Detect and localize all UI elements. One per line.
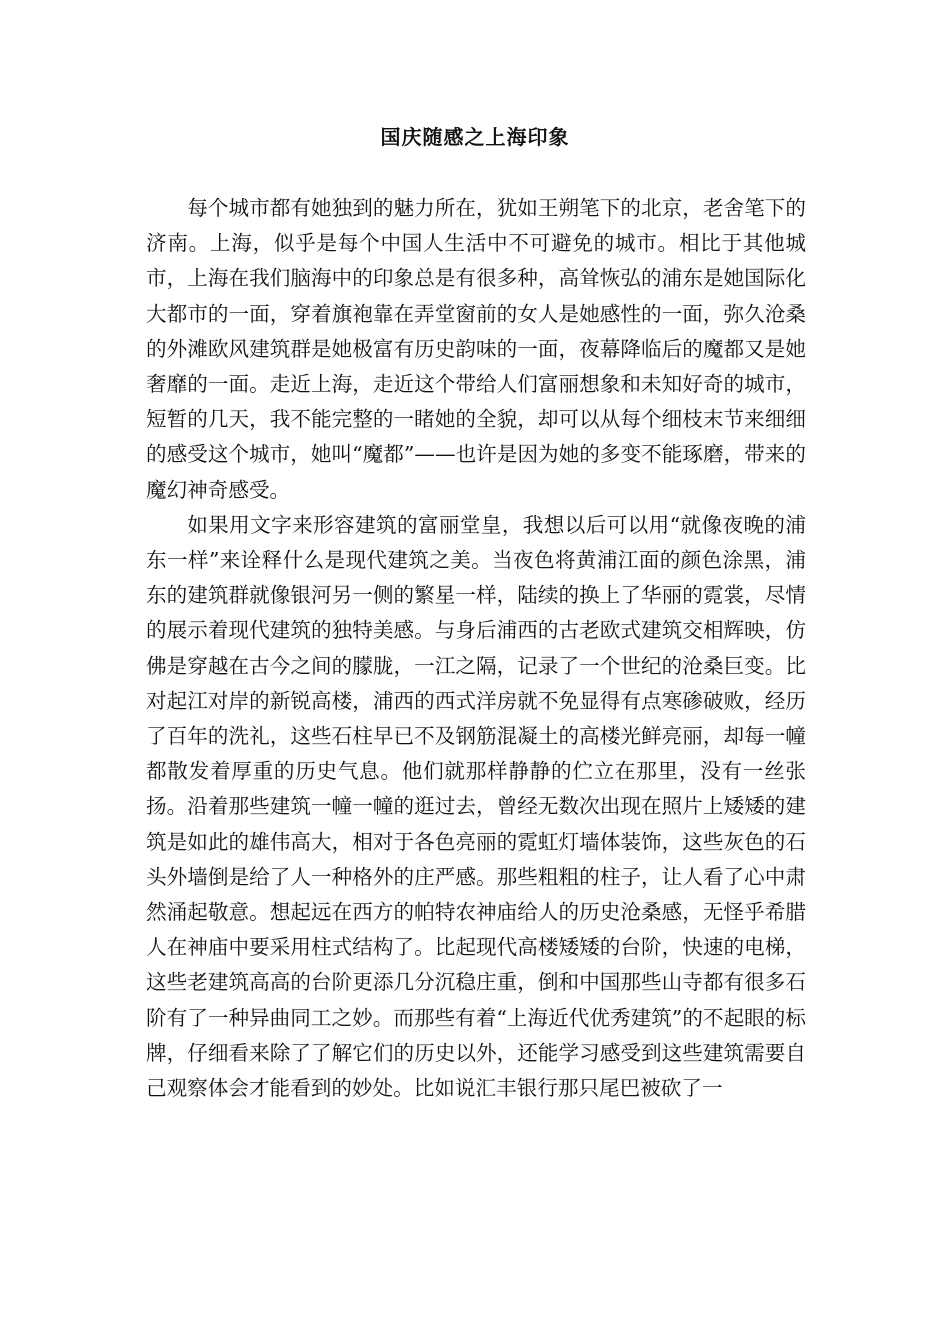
document-body (146, 191, 806, 1106)
paragraph-2: 如果用文字来形容建筑的富丽堂皇，我想以后可以用“就像夜晚的浦东一样”来诠释什么是现代建筑之美。当夜色将黄浦江面的颜色涂黑，浦东的建筑群就像银河另一侧的繁星一样，陆续的换上了华丽的霓裳，尽情的展示着现代建筑的独特美感。与身后浦西的古老欧式建筑交相辉映，仿佛是穿越在古今之间的朦胧，一江之隔，记录了一个世纪的沧桑巨变。比对起江对岸的新锐高楼，浦西的西式洋房就不免显得有点寒碜破败，经历了百年的洗礼，这些石柱早已不及钢筋混凝土的高楼光鲜亮丽，却每一幢都散发着厚重的历史气息。他们就那样静静的伫立在那里，没有一丝张扬。沿着那些建筑一幢一幢的逛过去，曾经无数次出现在照片上矮矮的建筑是如此的雄伟高大，相对于各色亮丽的霓虹灯墙体装饰，这些灰色的石头外墙倒是给了人一种格外的庄严感。那些粗粗的柱子，让人看了心中肃然涌起敬意。想起远在西方的帕特农神庙给人的历史沧桑感，无怪乎希腊人在神庙中要采用柱式结构了。比起现代高楼矮矮的台阶，快速的电梯，这些老建筑高高的台阶更添几分沉稳庄重，倒和中国那些山寺都有很多石阶有了一种异曲同工之妙。而那些有着“上海近代优秀建筑”的不起眼的标牌，仔细看来除了了解它们的历史以外，还能学习感受到这些建筑需要自己观察体会才能看到的妙处。比如说汇丰银行那只尾巴被砍了一 (146, 512, 806, 1101)
paragraph-1: 每个城市都有她独到的魅力所在，犹如王朔笔下的北京，老舍笔下的济南。上海，似乎是每个中国人生活中不可避免的城市。相比于其他城市，上海在我们脑海中的印象总是有很多种，高耸恢弘的浦东是她国际化大都市的一面，穿着旗袍靠在弄堂窗前的女人是她感性的一面，弥久沧桑的外滩欧风建筑群是她极富有历史韵味的一面，夜幕降临后的魔都又是她奢靡的一面。走近上海，走近这个带给人们富丽想象和未知好奇的城市，短暂的几天，我不能完整的一睹她的全貌，却可以从每个细枝末节来细细的感受这个城市，她叫“魔都”——也许是因为她的多变不能琢磨，带来的魔幻神奇感受。 (146, 196, 806, 502)
document-title: 国庆随感之上海印象 (380, 125, 570, 149)
